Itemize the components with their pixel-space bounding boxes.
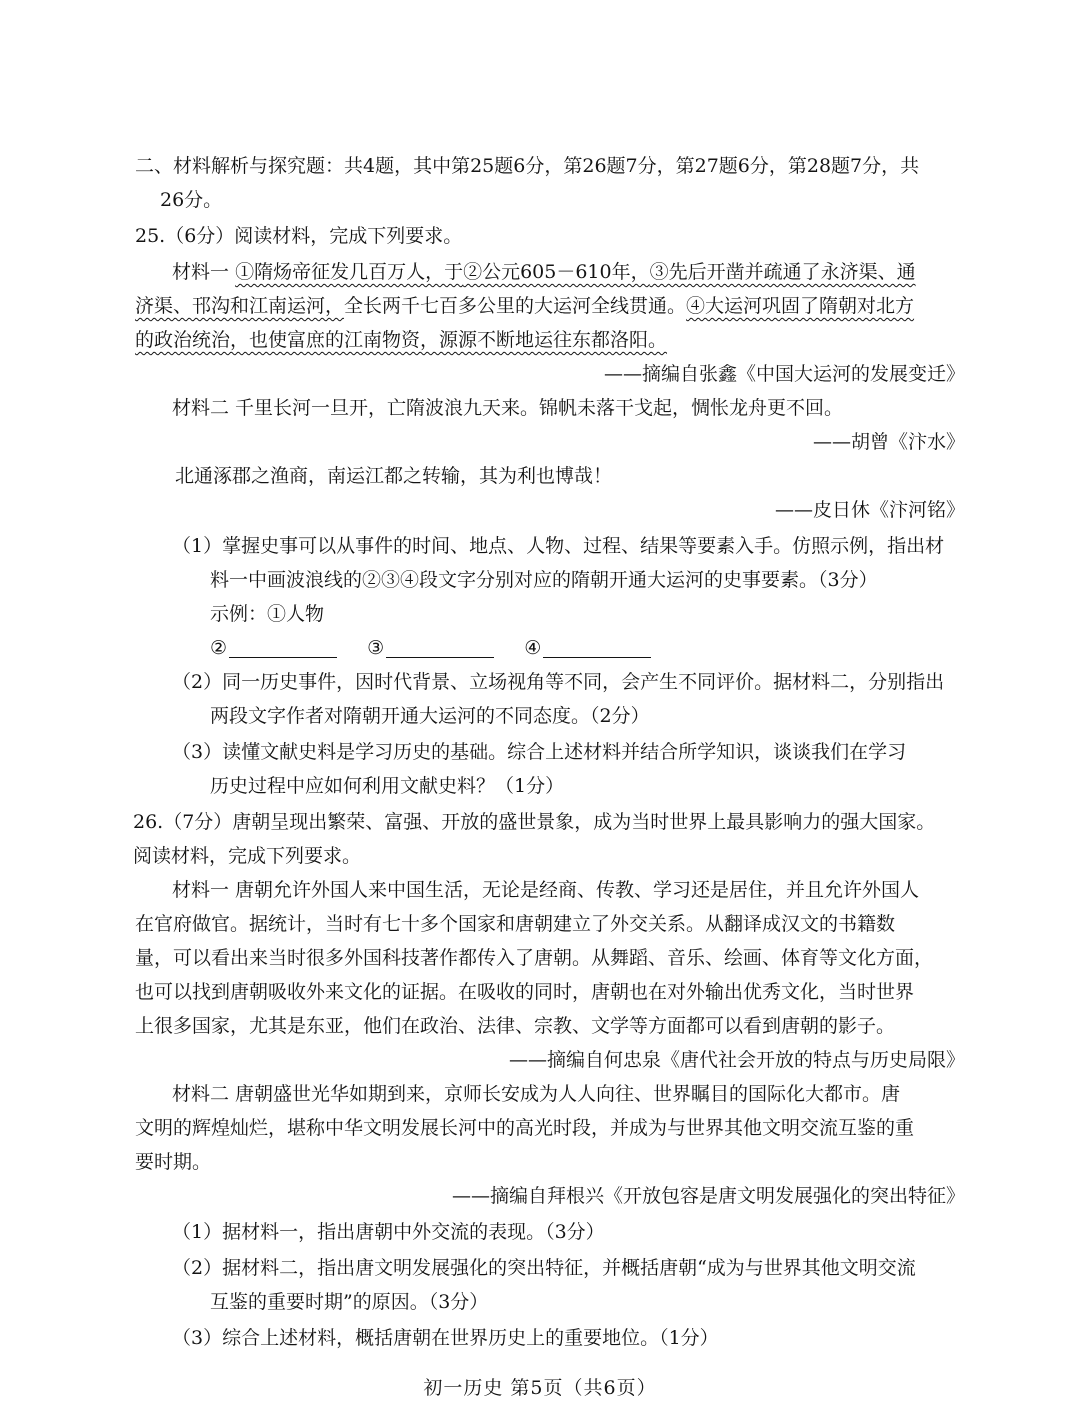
q26-material2-source: ——摘编自拜根兴《开放包容是唐文明发展强化的突出特征》: [451, 1185, 965, 1207]
q26-material1-line4: 也可以找到唐朝吸收外来文化的证据。在吸收的同时，唐朝也在对外输出优秀文化，当时世界: [135, 981, 915, 1003]
q25-material1-line3: [135, 326, 667, 354]
q26-sub3: （3）综合上述材料，概括唐朝在世界历史上的重要地位。（1分）: [172, 1327, 719, 1349]
q25-material2-poem: 材料二 千里长河一旦开，亡隋波浪九天来。锦帆未落干戈起，惆怅龙舟更不回。: [172, 397, 844, 419]
q25-material2-inscription: 北通涿郡之渔商，南运江都之转输，其为利也博哉！: [175, 465, 613, 487]
q26-material1-line3: 量，可以看出来当时很多外国科技著作都传入了唐朝。从舞蹈、音乐、绘画、体育等文化方面，: [135, 947, 934, 969]
q25-material2-source2: ——皮日休《汴河铭》: [774, 499, 965, 521]
wavy-segment-3: ③先后开凿并疏通了永济渠、通: [649, 261, 916, 283]
wavy-segment-3-cont: 济渠、邗沟和江南运河，: [135, 295, 345, 317]
section-heading-cont: 26分。: [160, 189, 223, 211]
answer-blank-2[interactable]: [229, 637, 337, 658]
q26-material1-line2: 在官府做官。据统计，当时有七十多个国家和唐朝建立了外交关系。从翻译成汉文的书籍数: [135, 913, 896, 935]
q25-material1-line2: [135, 292, 914, 320]
q26-sub2: （2）据材料二，指出唐文明发展强化的突出特征，并概括唐朝“成为与世界其他文明交流: [172, 1257, 916, 1279]
wavy-segment-1: ①隋炀帝征发几百万人，于: [235, 261, 464, 283]
section-heading: 二、材料解析与探究题：共4题，其中第25题6分，第26题7分，第27题6分，第28题7分，共: [135, 155, 920, 177]
q26-sub2-cont: 互鉴的重要时期”的原因。（3分）: [210, 1291, 489, 1313]
blank-2-label: ②: [210, 637, 228, 659]
wavy-segment-4: ④大运河巩固了隋朝对北方: [686, 295, 915, 317]
q26-stem-cont: 阅读材料，完成下列要求。: [133, 845, 362, 867]
answer-blank-3[interactable]: [386, 637, 494, 658]
q25-sub1-cont: 料一中画波浪线的②③④段文字分别对应的隋朝开通大运河的史事要素。（3分）: [210, 569, 878, 591]
blank-3-label: ③: [367, 637, 385, 659]
wavy-segment-4-cont: 的政治统治，也使富庶的江南物资，源源不断地运往东都洛阳。: [135, 329, 668, 351]
q25-material2-source1: ——胡曾《汴水》: [812, 431, 965, 453]
q26-material2-line2: 文明的辉煌灿烂，堪称中华文明发展长河中的高光时段，并成为与世界其他文明交流互鉴的重: [135, 1117, 915, 1139]
q26-sub1: （1）据材料一，指出唐朝中外交流的表现。（3分）: [172, 1221, 605, 1243]
q25-sub3-cont: 历史过程中应如何利用文献史料？（1分）: [210, 775, 565, 797]
q25-sub1-example: 示例：①人物: [210, 603, 325, 625]
page-footer: 初一历史 第5页（共6页）: [423, 1377, 657, 1399]
q25-material1-label: 材料一: [172, 261, 230, 283]
blank-4-label: ④: [524, 637, 542, 659]
q26-stem: 26.（7分）唐朝呈现出繁荣、富强、开放的盛世景象，成为当时世界上最具影响力的强大国家。: [133, 811, 936, 833]
q26-material1-line1: 材料一 唐朝允许外国人来中国生活，无论是经商、传教、学习还是居住，并且允许外国人: [172, 879, 920, 901]
q25-stem: 25.（6分）阅读材料，完成下列要求。: [135, 225, 463, 247]
q25-sub2: （2）同一历史事件，因时代背景、立场视角等不同，会产生不同评价。据材料二，分别指出: [172, 671, 945, 693]
plain-segment: 全长两千七百多公里的大运河全线贯通。: [344, 295, 687, 317]
q25-sub2-cont: 两段文字作者对隋朝开通大运河的不同态度。（2分）: [210, 705, 650, 727]
wavy-segment-2: ②公元605－610年，: [463, 261, 650, 283]
q26-material1-source: ——摘编自何忠泉《唐代社会开放的特点与历史局限》: [508, 1049, 965, 1071]
q26-material1-line5: 上很多国家，尤其是东亚，他们在政治、法律、宗教、文学等方面都可以看到唐朝的影子。: [135, 1015, 896, 1037]
q25-material1-source: ——摘编自张鑫《中国大运河的发展变迁》: [603, 363, 965, 385]
q25-sub1: （1）掌握史事可以从事件的时间、地点、人物、过程、结果等要素入手。仿照示例，指出材: [172, 535, 945, 557]
q25-sub3: （3）读懂文献史料是学习历史的基础。综合上述材料并结合所学知识，谈谈我们在学习: [172, 741, 907, 763]
q25-answer-blanks: [210, 634, 651, 662]
q25-material1-line1: [172, 258, 916, 286]
q26-material2-line3: 要时期。: [135, 1151, 212, 1173]
answer-blank-4[interactable]: [543, 637, 651, 658]
q26-material2-line1: 材料二 唐朝盛世光华如期到来，京师长安成为人人向往、世界瞩目的国际化大都市。唐: [172, 1083, 901, 1105]
